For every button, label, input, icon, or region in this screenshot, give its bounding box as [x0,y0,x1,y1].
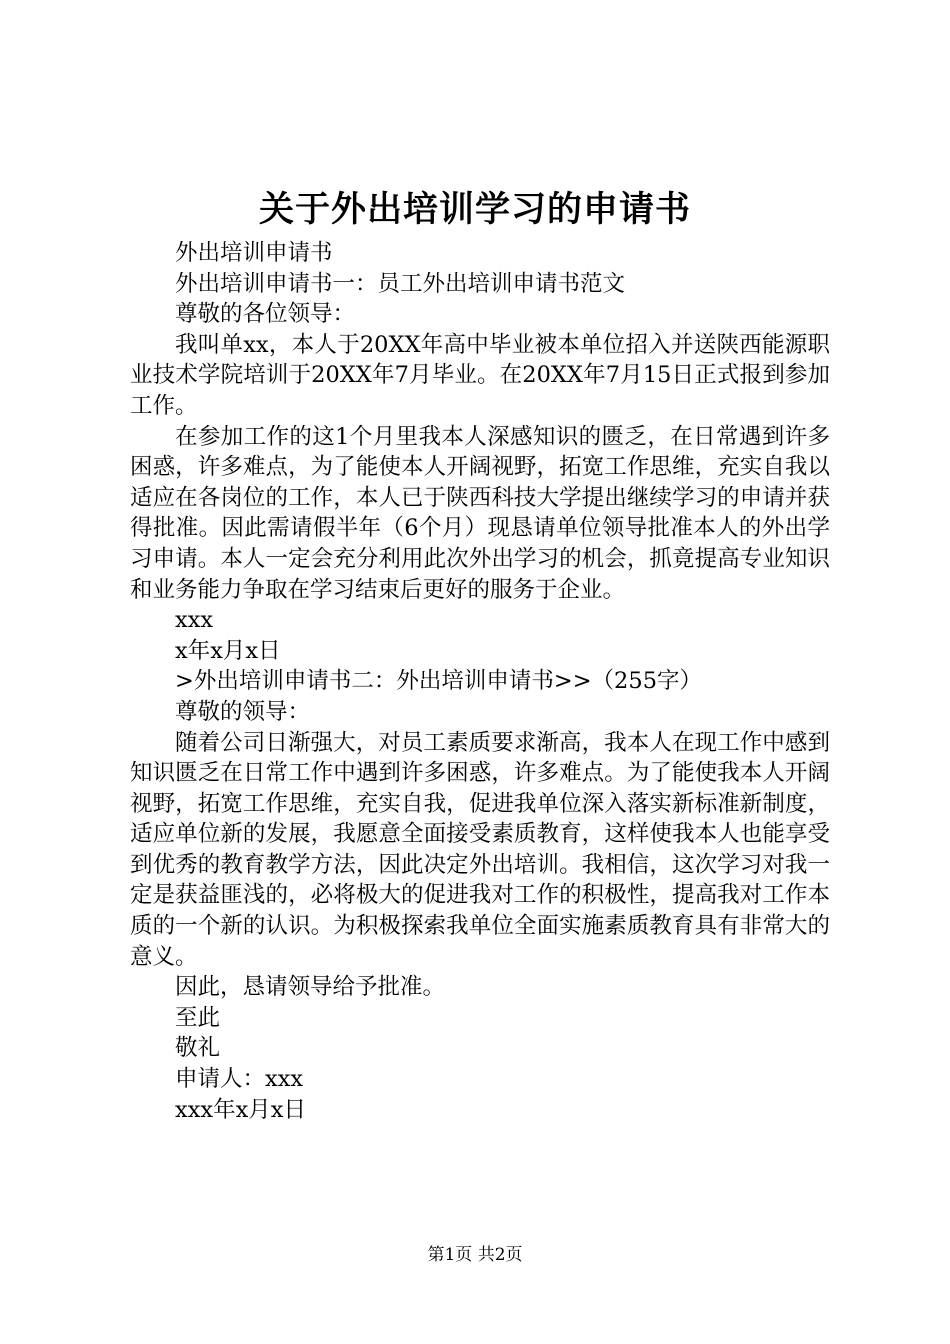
paragraph-request-2: 随着公司日渐强大，对员工素质要求渐高，我本人在现工作中感到知识匮乏在日常工作中遇到许多困惑，许多难点。为了能使我本人开阔视野，拓宽工作思维，充实自我，促进我单位深入落实新标准新制度，适应单位新的发展，我愿意全面接受素质教育，这样使我本人也能享受到优秀的教育教学方法，因此决定外出培训。我相信，这次学习对我一定是获益匪浅的，必将极大的促进我对工作的积极性，提高我对工作本质的一个新的认识。为积极探索我单位全面实施素质教育具有非常大的意义。 [130,729,830,970]
paragraph-applicant: 申请人：xxx [175,1066,304,1093]
paragraph-salutation-1: 尊敬的各位领导： [175,301,356,328]
paragraph-salutation-2: 尊敬的领导： [175,698,311,725]
document-title: 关于外出培训学习的申请书 [258,189,691,230]
paragraph-heading: 外出培训申请书 [175,240,333,266]
paragraph-subheading-2: >外出培训申请书二：外出培训申请书>>（255字） [175,668,703,695]
page-footer: 第1页 共2页 [427,1245,523,1265]
paragraph-date-2: xxx年x月x日 [175,1096,306,1123]
paragraph-closing-2: 敬礼 [175,1035,221,1062]
paragraph-request-1: 在参加工作的这1个月里我本人深感知识的匮乏，在日常遇到许多困惑，许多难点，为了能使本人开阔视野，拓宽工作思维，充实自我以适应在各岗位的工作，本人已于陕西科技大学提出继续学习的申请并获得批准。因此需请假半年（6个月）现恳请单位领导批准本人的外出学习申请。本人一定会充分利用此次外出学习的机会，抓竟提高专业知识和业务能力争取在学习结束后更好的服务于企业。 [130,423,830,603]
paragraph-intro: 我叫单xx，本人于20XX年高中毕业被本单位招入并送陕西能源职业技术学院培训于20XX年7月毕业。在20XX年7月15日正式报到参加工作。 [130,331,830,419]
paragraph-closing-request: 因此，恳请领导给予批准。 [175,974,446,1001]
paragraph-subheading-1: 外出培训申请书一：员工外出培训申请书范文 [175,270,626,297]
paragraph-closing-1: 至此 [175,1004,221,1031]
paragraph-date-1: x年x月x日 [175,637,281,664]
paragraph-signature-1: xxx [175,607,214,634]
document-body [130,238,830,1125]
